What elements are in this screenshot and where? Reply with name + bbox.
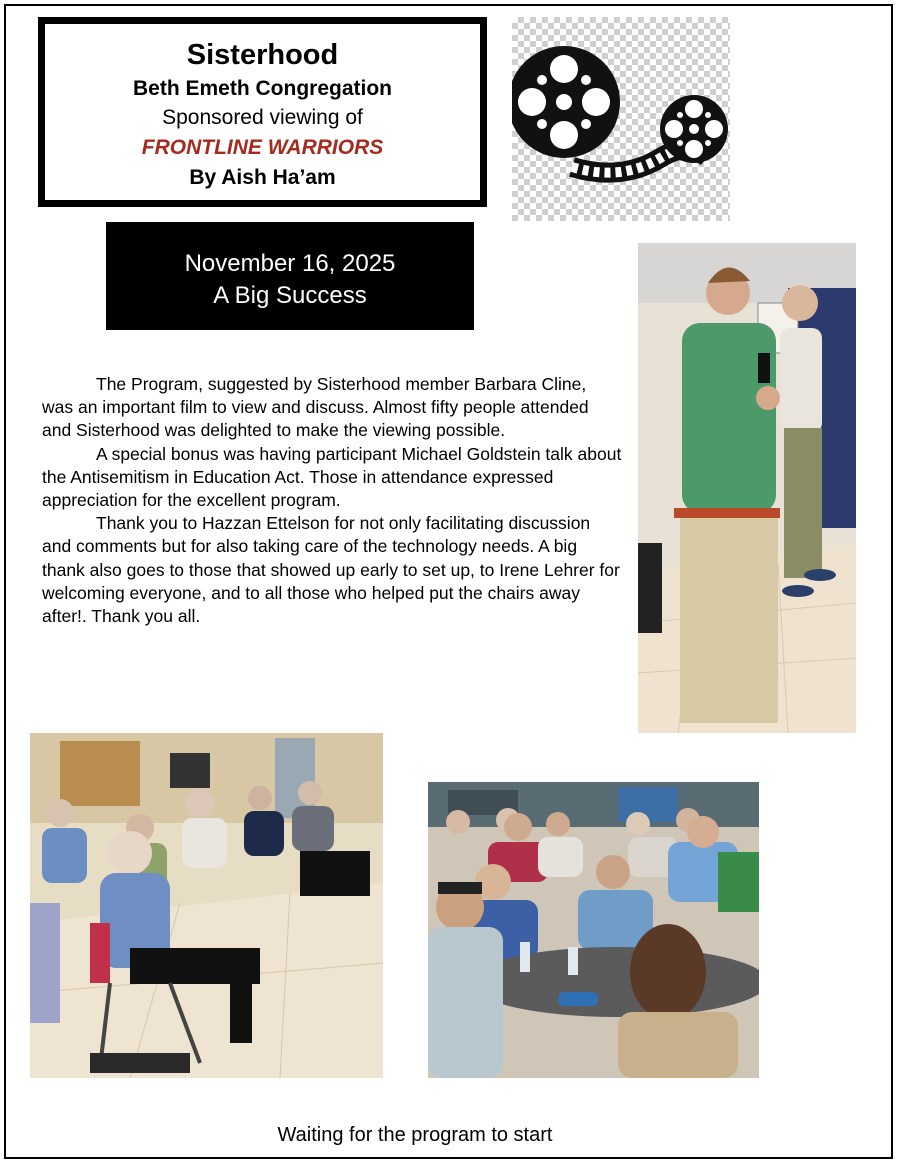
film-reel-icon — [512, 17, 730, 221]
event-date: November 16, 2025 — [184, 250, 396, 277]
tables-photo — [428, 782, 759, 1078]
byline: By Aish Ha’am — [189, 166, 336, 189]
date-banner — [106, 222, 474, 330]
title-box — [38, 17, 487, 207]
photo-caption: Waiting for the program to start — [277, 1124, 553, 1146]
speakers-photo — [638, 243, 856, 733]
film-title: FRONTLINE WARRIORS — [141, 136, 384, 159]
event-tagline: A Big Success — [213, 282, 367, 309]
audience-photo — [30, 733, 383, 1078]
org-title: Sisterhood — [186, 39, 339, 71]
article-paragraph: Thank you to Hazzan Ettelson for not only facilitating discussion and comments but for also taking care of the technology needs. A big thank also goes to those that showed up early to set up, to Irene Lehrer for welcoming everyone, and to all those who helped put the chairs away after!. Thank you all. — [42, 513, 620, 627]
article-body — [42, 373, 622, 628]
article-paragraph: The Program, suggested by Sisterhood member Barbara Cline, was an important film to view and discuss. Almost fifty people attended and Sisterhood was delighted to make the viewing possible. — [42, 374, 589, 441]
sponsor-line: Sponsored viewing of — [162, 106, 363, 129]
article-paragraph: A special bonus was having participant Michael Goldstein talk about the Antisemitism in Education Act. Those in attendance expressed appreciation for the excellent program. — [42, 443, 622, 511]
congregation-name: Beth Emeth Congregation — [132, 77, 392, 100]
